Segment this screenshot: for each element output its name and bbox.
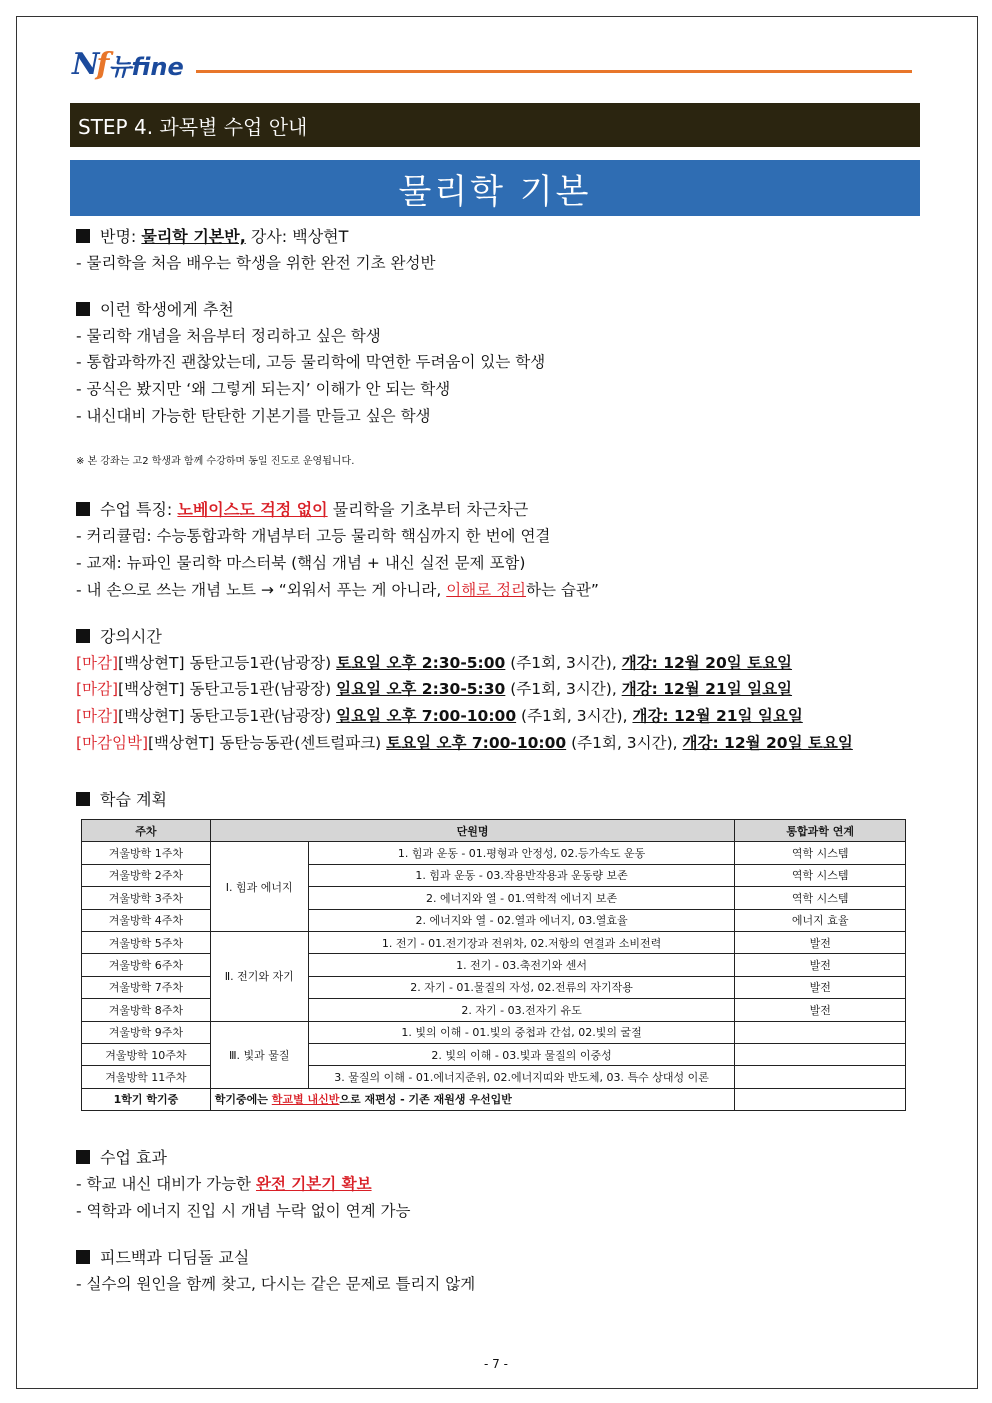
status-badge: [마감임박] [76, 734, 148, 752]
table-header-row [82, 820, 906, 842]
column-header: 주차 [82, 820, 211, 842]
study-plan-table [81, 819, 906, 1111]
class-description: - 물리학을 처음 배우는 학생을 위한 완전 기초 완성반 [76, 254, 436, 272]
main-title-bar [70, 160, 920, 216]
column-header: 단원명 [210, 820, 735, 842]
square-bullet-icon [76, 629, 90, 643]
feedback-item: - 실수의 원인을 함께 찾고, 다시는 같은 문제로 틀리지 않게 [76, 1275, 476, 1293]
features-highlight: 노베이스도 걱정 없이 [177, 500, 328, 519]
schedule-heading: 강의시간 [76, 624, 162, 647]
table-row: 1학기 학기중 학기중에는 학교별 내신반으로 재편성 - 기존 재원생 우선입반 [82, 1088, 906, 1110]
recommend-heading: 이런 학생에게 추천 [76, 297, 234, 320]
unit-group: Ⅲ. 빛과 물질 [210, 1021, 308, 1088]
schedule-row: [마감][백상현T] 동탄고등1관(남광장) 일요일 오후 7:00-10:00 (주1회, 3시간), 개강: 12월 21일 일요일 [76, 707, 803, 725]
effect-item: - 역학과 에너지 진입 시 개념 누락 없이 연계 가능 [76, 1202, 411, 1220]
step-title-bar [70, 103, 920, 147]
feature-item: - 커리큘럼: 수능통합과학 개념부터 고등 물리학 핵심까지 한 번에 연결 [76, 527, 551, 545]
teacher: 강사: 백상현T [245, 227, 349, 246]
unit-group: Ⅰ. 힘과 에너지 [210, 842, 308, 932]
feature-item: - 교재: 뉴파인 물리학 마스터북 (핵심 개념 + 내신 실전 문제 포함) [76, 554, 526, 572]
unit-group: Ⅱ. 전기와 자기 [210, 931, 308, 1021]
class-info-heading: 반명: 물리학 기본반, 강사: 백상현T [76, 224, 348, 247]
page-number: - 7 - [484, 1357, 508, 1371]
table-row: 겨울방학 2주차 1. 힘과 운동 - 03.작용반작용과 운동량 보존 역학 시스템 [82, 864, 906, 886]
table-row: 겨울방학 10주차 2. 빛의 이해 - 03.빛과 물질의 이중성 [82, 1043, 906, 1065]
square-bullet-icon [76, 1250, 90, 1264]
header-divider [196, 70, 912, 73]
table-row: 겨울방학 3주차 2. 에너지와 열 - 01.역학적 에너지 보존 역학 시스템 [82, 887, 906, 909]
recommend-item: - 공식은 봤지만 ‘왜 그렇게 되는지’ 이해가 안 되는 학생 [76, 380, 451, 398]
table-row: 겨울방학 7주차 2. 자기 - 01.물질의 자성, 02.전류의 자기작용 발전 [82, 976, 906, 998]
square-bullet-icon [76, 229, 90, 243]
plan-heading: 학습 계획 [76, 787, 167, 810]
feedback-heading: 피드백과 디딤돌 교실 [76, 1245, 249, 1268]
effect-item: - 학교 내신 대비가 가능한 완전 기본기 확보 [76, 1175, 372, 1193]
status-badge: [마감] [76, 707, 119, 725]
square-bullet-icon [76, 302, 90, 316]
square-bullet-icon [76, 792, 90, 806]
effect-heading: 수업 효과 [76, 1145, 167, 1168]
recommend-note: ※ 본 강좌는 고2 학생과 함께 수강하며 동일 진도로 운영됩니다. [76, 456, 355, 467]
schedule-row: [마감][백상현T] 동탄고등1관(남광장) 토요일 오후 2:30-5:00 (주1회, 3시간), 개강: 12월 20일 토요일 [76, 654, 793, 672]
table-row: 겨울방학 5주차 Ⅱ. 전기와 자기 1. 전기 - 01.전기장과 전위차, 02.저항의 연결과 소비전력 발전 [82, 931, 906, 953]
class-name: 물리학 기본반, [141, 227, 246, 246]
square-bullet-icon [76, 502, 90, 516]
status-badge: [마감] [76, 654, 119, 672]
schedule-row: [마감][백상현T] 동탄고등1관(남광장) 일요일 오후 2:30-5:30 (주1회, 3시간), 개강: 12월 21일 일요일 [76, 680, 793, 698]
logo-text: 뉴fine [108, 52, 184, 81]
effect-highlight: 완전 기본기 확보 [255, 1175, 372, 1193]
status-badge: [마감] [76, 680, 119, 698]
features-heading: 수업 특징: 노베이스도 걱정 없이 물리학을 기초부터 차근차근 [76, 497, 528, 520]
table-row: 겨울방학 1주차 Ⅰ. 힘과 에너지 1. 힘과 운동 - 01.평형과 안정성, 02.등가속도 운동 역학 시스템 [82, 842, 906, 864]
table-row: 겨울방학 6주차 1. 전기 - 03.축전기와 센서 발전 [82, 954, 906, 976]
table-row: 겨울방학 11주차 3. 물질의 이해 - 01.에너지준위, 02.에너지띠와 반도체, 03. 특수 상대성 이론 [82, 1066, 906, 1088]
square-bullet-icon [76, 1150, 90, 1164]
semester-note: 학기중에는 학교별 내신반으로 재편성 - 기존 재원생 우선입반 [210, 1088, 735, 1110]
feature-note: - 내 손으로 쓰는 개념 노트 → “외워서 푸는 게 아니라, 이해로 정리하는 습관” [76, 581, 599, 599]
schedule-row: [마감임박][백상현T] 동탄능동관(센트럴파크) 토요일 오후 7:00-10:00 (주1회, 3시간), 개강: 12월 20일 토요일 [76, 734, 853, 752]
recommend-item: - 내신대비 가능한 탄탄한 기본기를 만들고 싶은 학생 [76, 407, 431, 425]
recommend-item: - 통합과학까진 괜찮았는데, 고등 물리학에 막연한 두려움이 있는 학생 [76, 353, 546, 371]
step-title: STEP 4. 과목별 수업 안내 [78, 114, 308, 139]
table-row: 겨울방학 4주차 2. 에너지와 열 - 02.열과 에너지, 03.열효율 에너지 효율 [82, 909, 906, 931]
table-row: 겨울방학 9주차 Ⅲ. 빛과 물질 1. 빛의 이해 - 01.빛의 중첩과 간섭, 02.빛의 굴절 [82, 1021, 906, 1043]
main-title: 물리학 기본 [398, 171, 592, 212]
recommend-item: - 물리학 개념을 처음부터 정리하고 싶은 학생 [76, 327, 381, 345]
table-row: 겨울방학 8주차 2. 자기 - 03.전자기 유도 발전 [82, 999, 906, 1021]
column-header: 통합과학 연계 [735, 820, 906, 842]
logo-mark: Nf [72, 46, 107, 82]
logo [72, 48, 184, 80]
feature-note-highlight: 이해로 정리 [446, 581, 527, 599]
